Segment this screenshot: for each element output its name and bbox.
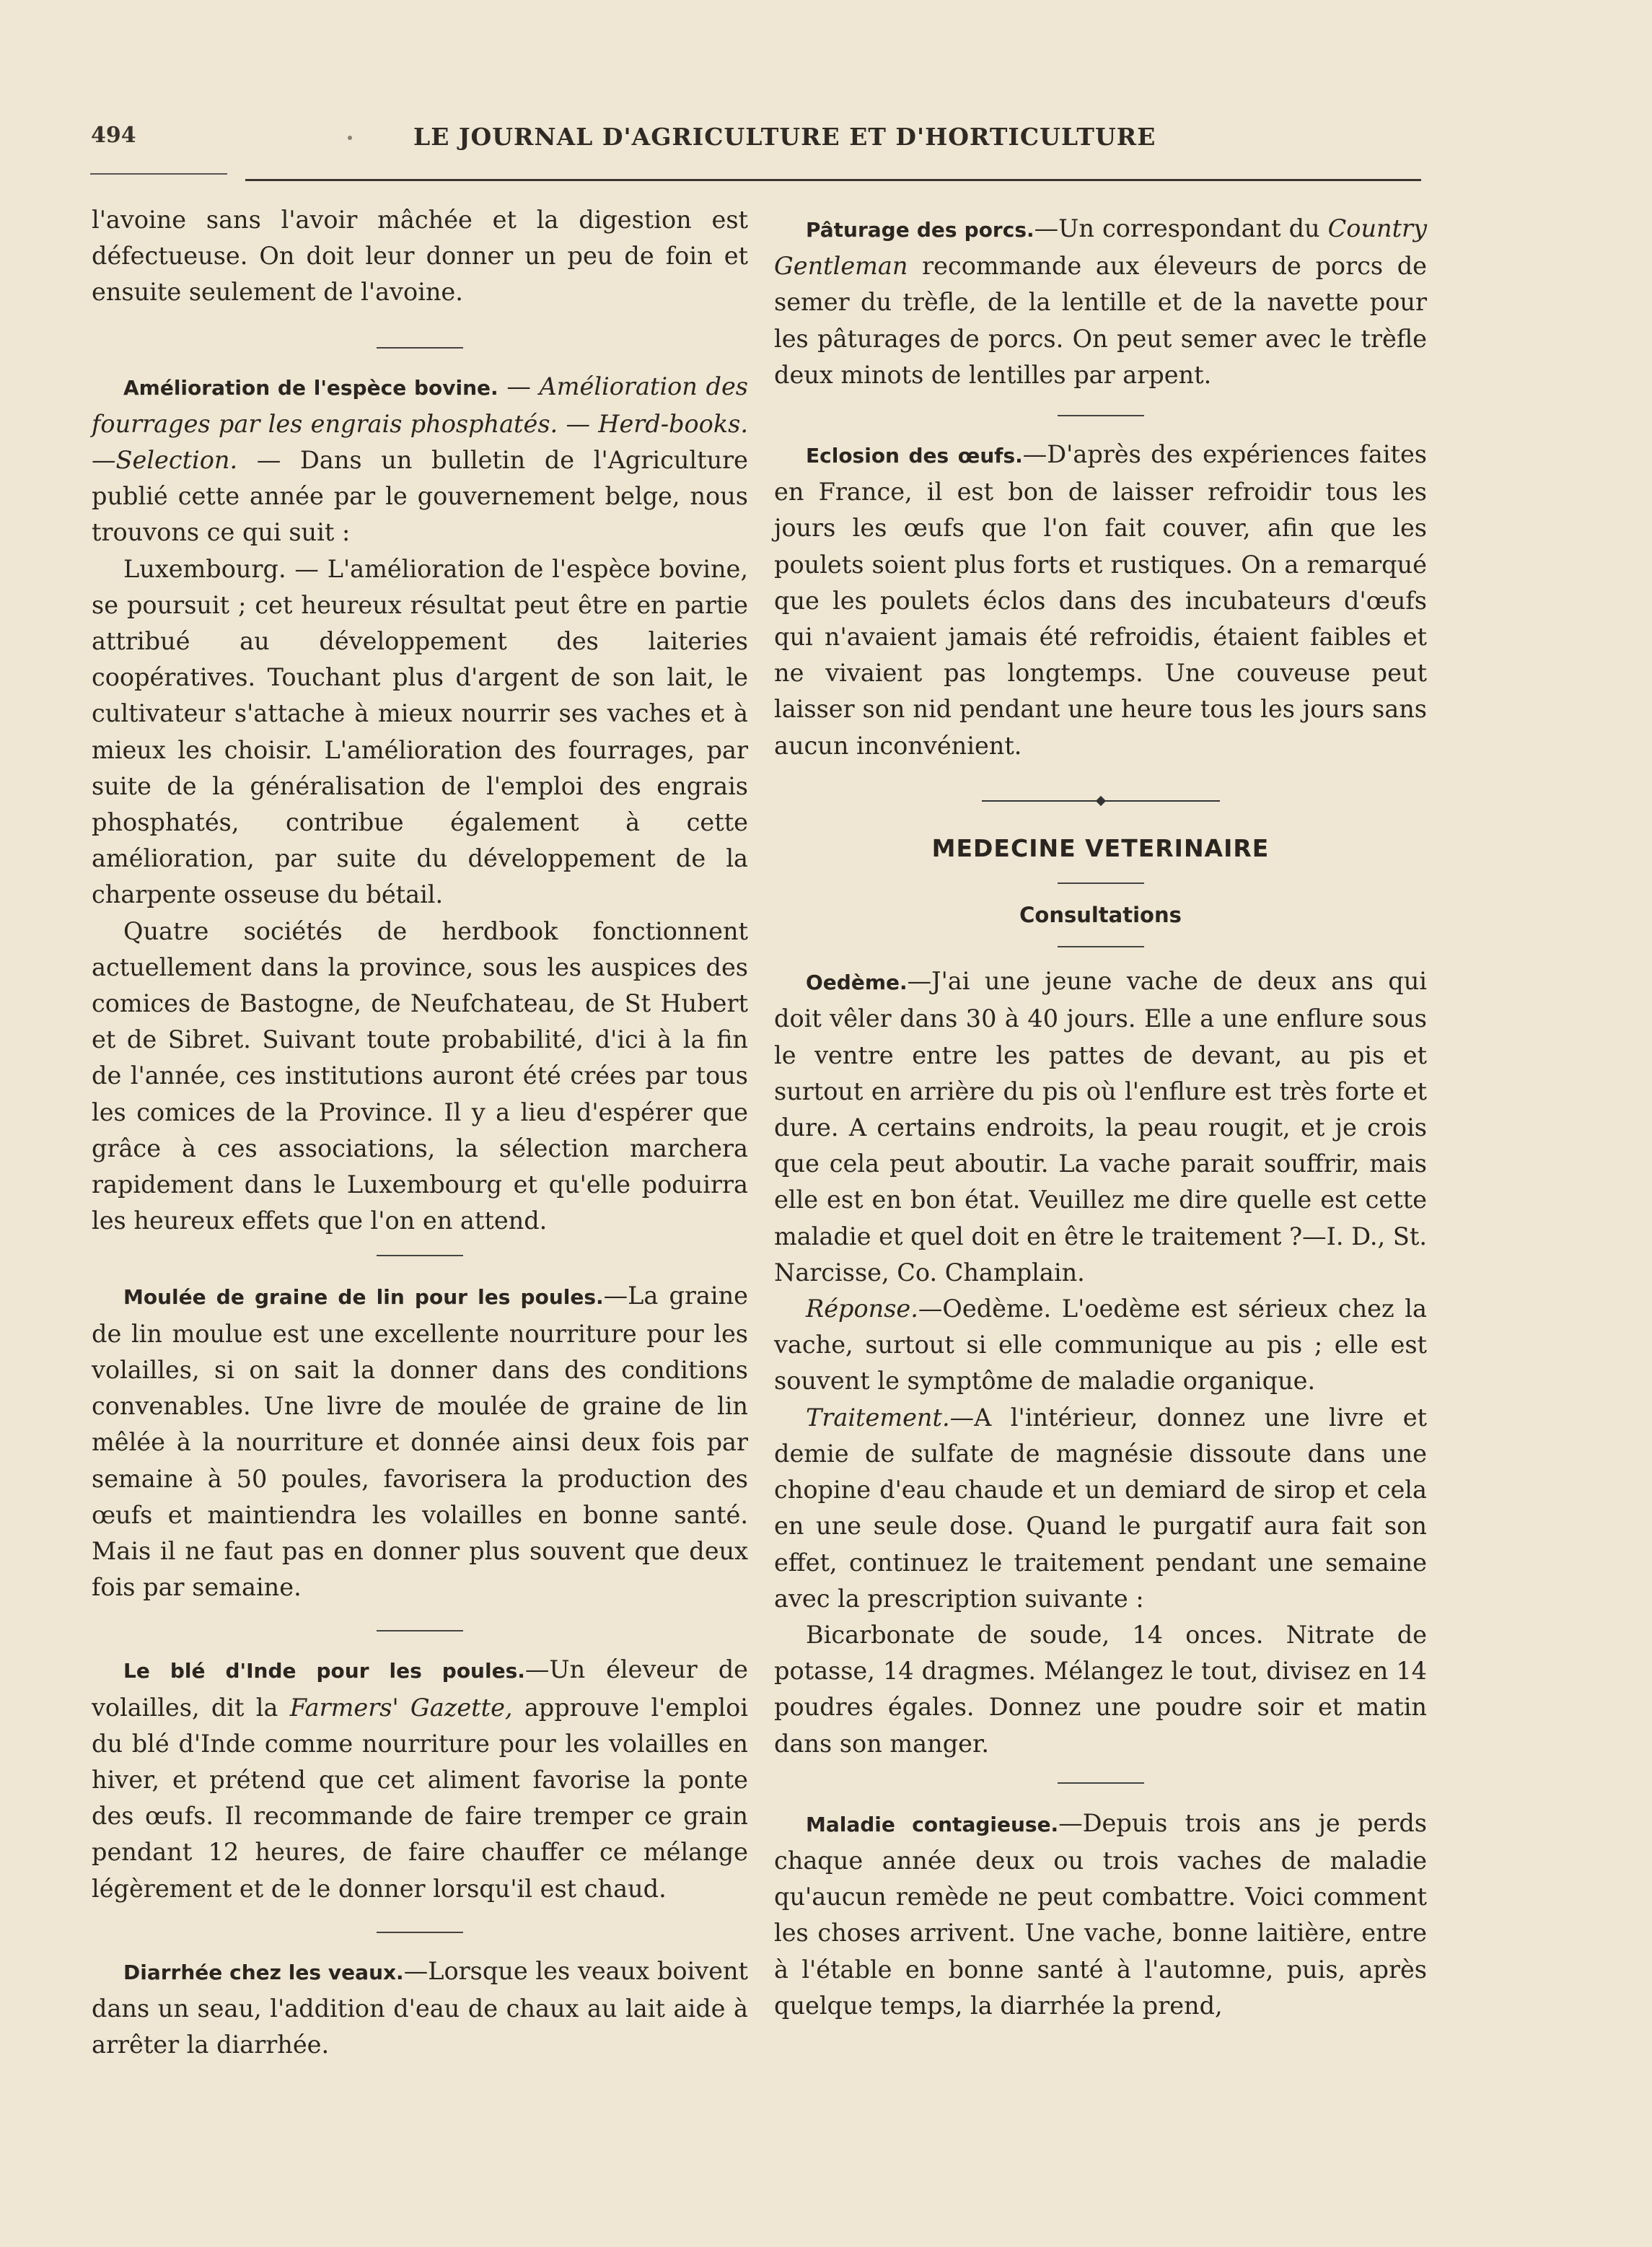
publication-title: Farmers' Gazette, [289,1693,513,1722]
article-diarrhee [92,1953,748,2064]
article-heading: Oedème. [806,971,908,995]
article-subheading: Amélioration des fourrages par les engrais phosphatés. — Herd-books.—Selection. [92,372,748,475]
article-heading: Le blé d'Inde pour les poules. [123,1659,525,1683]
header-dot [348,136,352,140]
article-text: approuve l'emploi du blé d'Inde comme nourriture pour les volailles en hiver, et prétend que cet aliment favorise la ponte des œufs. Il recommande de faire tremper ce grain pendant 12 heures, de faire chauffer ce mélange légèrement et de le donner lorsqu'il est chaud. [92,1693,749,1903]
article-text: —Lorsque les veaux boivent dans un seau, l'addition d'eau de chaux au lait aide à arrêter la diarrhée. [92,1956,748,2059]
article-text: —Un éleveur de volailles, dit la [92,1655,748,1722]
article-text: —Oedème. L'oedème est sérieux chez la vache, surtout si elle communique au pis ; elle est souvent le symptôme de maladie organique. [774,1295,1427,1396]
article-text: —A l'intérieur, donnez une livre et demie de sulfate de magnésie dissoute dans une chopine d'eau chaude et un demiard de sirop et cela en une seule dose. Quand le purgatif aura fait son effet, continuez le traitement pendant une semaine avec la prescription suivante : [774,1403,1427,1613]
reponse-label: Réponse. [806,1295,918,1323]
header-rule-long [245,179,1421,181]
article-text: —Un correspondant du [1034,214,1328,242]
article-text: recommande aux éleveurs de porcs de semer du trèfle, de la lentille et de la navette pour les pâturages de porcs. On peut semer avec le trèfle deux minots de lentilles par arpent. [774,252,1427,389]
article-traitement [774,1400,1427,1617]
article-maladie [774,1805,1427,2024]
article-heading: Pâturage des porcs. [806,218,1034,242]
article-ble-inde [92,1652,748,1906]
article-paragraph: Bicarbonate de soude, 14 onces. Nitrate de potasse, 14 dragmes. Mélangez le tout, divisez en 14 poudres égales. Donnez une poudre soir et matin dans son manger. [774,1620,1427,1758]
article-heading: Moulée de graine de lin pour les poules. [123,1285,604,1310]
separator [1058,882,1144,884]
article-heading: Eclosion des œufs. [806,444,1023,468]
article-moulee [92,1278,748,1606]
left-column [92,202,748,2063]
publication-title: Country Gentleman [774,214,1427,281]
article-reponse [774,1291,1427,1400]
article-paragraph: Luxembourg. — L'amélioration de l'espèce bovine, se poursuit ; cet heureux résultat peut être en partie attribué au développement des laiteries coopératives. Touchant plus d'argent de son lait, le cultivateur s'attache à mieux nourrir ses vaches et à mieux les choisir. L'amélioration des fourrages, par suite de la généralisation de l'emploi des engrais phosphatés, contribue également à cette amélioration, par suite du développement de la charpente osseuse du bétail. [92,554,748,909]
traitement-label: Traitement. [806,1403,950,1432]
separator [1058,1782,1144,1784]
article-paturage [774,211,1427,393]
page-header [87,123,1425,166]
article-paragraph: Quatre sociétés de herdbook fonctionnent actuellement dans la province, sous les auspices des comices de Bastogne, de Neufchateau, de St Hubert et de Sibret. Suivant toute probabilité, d'ici à la fin de l'année, ces institutions auront été crées par tous les comices de la Province. Il y a lieu d'espérer que grâce à ces associations, la sélection marchera rapidement dans le Luxembourg et qu'elle poduirra les heureux effets que l'on en attend. [92,916,748,1235]
separator [377,1932,463,1933]
section-subtitle: Consultations [1019,903,1182,928]
separator [377,1630,463,1631]
article-text: —Depuis trois ans je perds chaque année deux ou trois vaches de maladie qu'aucun remède ne peut combattre. Voici comment les choses arrivent. Une vache, bonne laitière, entre à l'étable en bonne santé à l'automne, puis, après quelque temps, la diarrhée la prend, [774,1808,1427,2020]
article-text: —La graine de lin moulue est une excellente nourriture pour les volailles, si on sait la donner dans des conditions convenables. Une livre de moulée de graine de lin mêlée à la nourriture et donnée ainsi deux fois par semaine à 50 poules, favorisera la production des œufs et maintiendra les volailles en bonne santé. Mais il ne faut pas en donner plus souvent que deux fois par semaine. [92,1282,748,1602]
article-heading: Maladie contagieuse. [806,1812,1059,1836]
article-text: —D'après des expériences faites en France, il est bon de laisser refroidir tous les jours les œufs que l'on fait couver, afin que les poulets soient plus forts et rustiques. On a remarqué que les poulets éclos dans des incubateurs d'œufs qui n'avaient jamais été refroidis, étaient faibles et ne vivaient pas longtemps. Une couveuse peut laisser son nid pendant une heure tous les jours sans aucun inconvénient. [774,440,1427,760]
article-heading: Diarrhée chez les veaux. [123,1960,404,1984]
section-title: MEDECINE VETERINAIRE [931,833,1270,862]
running-title: LE JOURNAL D'AGRICULTURE ET D'HORTICULTURE [413,123,1156,151]
separator [377,1255,463,1256]
right-column [774,202,1427,2024]
ornament-diamond [1095,796,1105,806]
article-eclosion [774,437,1427,764]
article-oedeme [774,963,1427,1291]
separator [1058,415,1144,416]
article-text: —J'ai une jeune vache de deux ans qui doit vêler dans 30 à 40 jours. Elle a une enflure sous le ventre entre les pattes de devant, au pis et surtout en arrière du pis où l'enflure est très forte et dure. A certains endroits, la peau rougit, et je crois que cela peut aboutir. La vache parait souffrir, mais elle est en bon état. Veuillez me dire quelle est cette maladie et quel doit en être le traitement ?—I. D., St. Narcisse, Co. Champlain. [774,967,1427,1287]
section-ornament [982,799,1220,803]
header-rule-short [90,173,227,175]
separator [377,347,463,349]
article-paragraph: l'avoine sans l'avoir mâchée et la digestion est défectueuse. On doit leur donner un peu de foin et ensuite seulement de l'avoine. [92,206,748,307]
article-bovine: Amélioration de l'espèce bovine. — Amélioration des fourrages par les engrais phosphatés. — Herd-books.—Selection. — Dans un bulletin de l'Agriculture publié cette année par le gouvernement belge, nous trouvons ce qui suit : [92,372,748,547]
article-heading: Amélioration de l'espèce bovine. [123,375,498,400]
article-text: — Dans un bulletin de l'Agriculture publié cette année par le gouvernement belge, nous trouvons ce qui suit : [92,446,748,547]
page-number: 494 [91,123,136,148]
separator [1058,946,1144,947]
